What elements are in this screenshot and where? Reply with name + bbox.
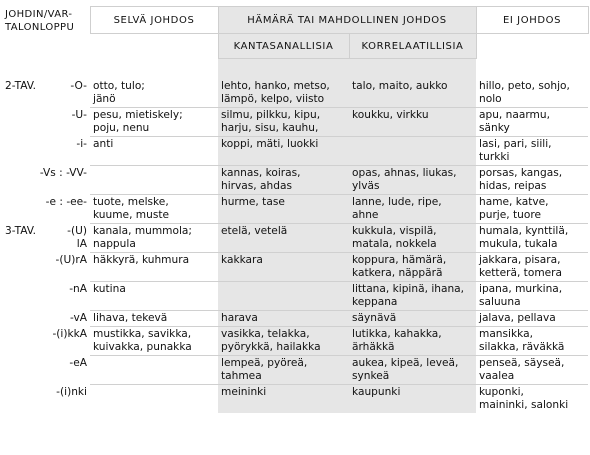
table-row <box>2 253 588 282</box>
korrelaatillisia-cell <box>349 356 476 385</box>
cell-line: kuume, muste <box>93 209 170 221</box>
row-group-label: 2-TAV. <box>5 80 37 92</box>
row-label <box>2 108 90 137</box>
row-ending-label: -U- <box>71 108 87 121</box>
cell-line: katkera, näppärä <box>352 267 443 279</box>
ei-johdos-cell <box>476 311 588 327</box>
cell-line: kuivakka, punakka <box>93 341 192 353</box>
cell-line: ärhäkkä <box>352 341 395 353</box>
korrelaatillisia-cell <box>349 311 476 327</box>
cell-line: purje, tuore <box>479 209 541 221</box>
row-label <box>2 253 90 282</box>
table-row <box>2 356 588 385</box>
table-row <box>2 327 588 356</box>
selva-cell <box>90 385 218 414</box>
subheader-korrelaatillisia: KORRELAATILLISIA <box>349 34 476 59</box>
cell-line: harava <box>221 312 258 324</box>
corner-line-2: TALONLOPPU <box>5 21 75 33</box>
row-ending-label: -(i)nki <box>56 385 87 398</box>
korrelaatillisia-cell <box>349 327 476 356</box>
cell-line: talo, maito, aukko <box>352 80 448 92</box>
cell-line: kakkara <box>221 254 263 266</box>
row-label <box>2 166 90 195</box>
ei-johdos-cell <box>476 356 588 385</box>
row-ending-label: -Vs : -VV- <box>39 166 87 179</box>
cell-line: lanne, lude, ripe, <box>352 196 442 208</box>
cell-line: sänky <box>479 122 510 134</box>
cell-line: harju, sisu, kauhu, <box>221 122 319 134</box>
cell-line: lempeä, pyöreä, <box>221 357 308 369</box>
kantasanallisia-cell <box>218 385 349 414</box>
row-ending-label: -nA <box>69 282 87 295</box>
subheader-blank <box>90 34 218 59</box>
cell-line: matala, nokkela <box>352 238 437 250</box>
korrelaatillisia-cell <box>349 282 476 311</box>
cell-line: kutina <box>93 283 126 295</box>
cell-line: porsas, kangas, <box>479 167 563 179</box>
cell-line: pyörykkä, hailakka <box>221 341 321 353</box>
cell-line: ketterä, tomera <box>479 267 563 279</box>
table-row <box>2 137 588 166</box>
selva-cell <box>90 224 218 253</box>
cell-line: kukkula, vispilä, <box>352 225 437 237</box>
selva-cell <box>90 166 218 195</box>
selva-cell <box>90 327 218 356</box>
row-ending-label: -(U) lA <box>67 224 87 250</box>
row-ending-label: -i- <box>76 137 87 150</box>
corner-header <box>2 7 90 59</box>
cell-line: koppi, mäti, luokki <box>221 138 319 150</box>
cell-line: häkkyrä, kuhmura <box>93 254 190 266</box>
cell-line: otto, tulo; <box>93 80 145 92</box>
row-ending-label: -e : -ee- <box>45 195 87 208</box>
kantasanallisia-cell <box>218 137 349 166</box>
cell-line: tahmea <box>221 370 262 382</box>
cell-line: aukea, kipeä, leveä, <box>352 357 459 369</box>
ei-johdos-cell <box>476 253 588 282</box>
cell-line: hurme, tase <box>221 196 285 208</box>
cell-line: meininki <box>221 386 267 398</box>
table-row <box>2 224 588 253</box>
row-label <box>2 195 90 224</box>
subheader-row <box>2 34 588 59</box>
cell-line: lasi, pari, siili, <box>479 138 552 150</box>
cell-line: lehto, hanko, metso, <box>221 80 330 92</box>
cell-line: mansikka, <box>479 328 533 340</box>
cell-line: koukku, virkku <box>352 109 429 121</box>
cell-line: mustikka, savikka, <box>93 328 192 340</box>
cell-line: pesu, mietiskely; <box>93 109 183 121</box>
cell-line: turkki <box>479 151 510 163</box>
row-label <box>2 327 90 356</box>
cell-line: jänö <box>93 93 116 105</box>
cell-line: jalava, pellava <box>479 312 556 324</box>
cell-line: keppana <box>352 296 398 308</box>
cell-line: humala, kynttilä, <box>479 225 569 237</box>
cell-line: kuponki, <box>479 386 524 398</box>
korrelaatillisia-cell <box>349 253 476 282</box>
selva-cell <box>90 137 218 166</box>
cell-line: tuote, melske, <box>93 196 169 208</box>
cell-line: hirvas, ahdas <box>221 180 292 192</box>
row-label <box>2 137 90 166</box>
cell-line: penseä, säyseä, <box>479 357 565 369</box>
header-row <box>2 7 588 34</box>
cell-line: lihava, tekevä <box>93 312 168 324</box>
cell-line: kannas, koiras, <box>221 167 301 179</box>
korrelaatillisia-cell <box>349 166 476 195</box>
row-group-label: 3-TAV. <box>5 224 37 237</box>
kantasanallisia-cell <box>218 282 349 311</box>
table-row <box>2 385 588 414</box>
cell-line: hame, katve, <box>479 196 549 208</box>
kantasanallisia-cell <box>218 253 349 282</box>
table-row <box>2 195 588 224</box>
kantasanallisia-cell <box>218 195 349 224</box>
row-ending-label: -vA <box>69 311 87 324</box>
selva-cell <box>90 195 218 224</box>
cell-line: silakka, räväkkä <box>479 341 565 353</box>
header-selva-johdos: SELVÄ JOHDOS <box>90 7 218 34</box>
cell-line: hidas, reipas <box>479 180 547 192</box>
row-ending-label: -(U)rA <box>55 253 87 266</box>
header-ei-johdos: EI JOHDOS <box>476 7 588 34</box>
row-label <box>2 79 90 108</box>
kantasanallisia-cell <box>218 224 349 253</box>
kantasanallisia-cell <box>218 327 349 356</box>
selva-cell <box>90 282 218 311</box>
kantasanallisia-cell <box>218 356 349 385</box>
ei-johdos-cell <box>476 224 588 253</box>
cell-line: nappula <box>93 238 136 250</box>
cell-line: poju, nenu <box>93 122 150 134</box>
cell-line: vasikka, telakka, <box>221 328 310 340</box>
cell-line: hillo, peto, sohjo, <box>479 80 570 92</box>
selva-cell <box>90 356 218 385</box>
row-ending-label: -(i)kkA <box>52 327 87 340</box>
cell-line: ylväs <box>352 180 380 192</box>
kantasanallisia-cell <box>218 311 349 327</box>
cell-line: koppura, hämärä, <box>352 254 447 266</box>
selva-cell <box>90 311 218 327</box>
subheader-blank-right <box>476 34 588 59</box>
cell-line: nolo <box>479 93 502 105</box>
ei-johdos-cell <box>476 108 588 137</box>
korrelaatillisia-cell <box>349 224 476 253</box>
cell-line: silmu, pilkku, kipu, <box>221 109 321 121</box>
selva-cell <box>90 108 218 137</box>
kantasanallisia-cell <box>218 79 349 108</box>
table-row <box>2 79 588 108</box>
cell-line: lutikka, kahakka, <box>352 328 442 340</box>
ei-johdos-cell <box>476 79 588 108</box>
header-hamara-johdos: HÄMÄRÄ TAI MAHDOLLINEN JOHDOS <box>218 7 476 34</box>
korrelaatillisia-cell <box>349 195 476 224</box>
ei-johdos-cell <box>476 137 588 166</box>
row-label <box>2 311 90 327</box>
cell-line: lämpö, kelpo, viisto <box>221 93 325 105</box>
table-row <box>2 108 588 137</box>
cell-line: littana, kipinä, ihana, <box>352 283 465 295</box>
korrelaatillisia-cell <box>349 79 476 108</box>
ei-johdos-cell <box>476 195 588 224</box>
selva-cell <box>90 253 218 282</box>
cell-line: saluuna <box>479 296 521 308</box>
row-label <box>2 385 90 414</box>
row-label <box>2 224 90 253</box>
cell-line: mukula, tukala <box>479 238 558 250</box>
cell-line: vaalea <box>479 370 515 382</box>
cell-line: synkeä <box>352 370 390 382</box>
cell-line: jakkara, pisara, <box>479 254 561 266</box>
table-row <box>2 282 588 311</box>
table-row <box>2 166 588 195</box>
table-row <box>2 311 588 327</box>
ei-johdos-cell <box>476 282 588 311</box>
row-label <box>2 282 90 311</box>
selva-cell <box>90 79 218 108</box>
cell-line: maininki, salonki <box>479 399 569 411</box>
cell-line: kanala, mummola; <box>93 225 192 237</box>
row-ending-label: -eA <box>69 356 87 369</box>
derivation-table <box>2 6 589 413</box>
cell-line: kaupunki <box>352 386 401 398</box>
cell-line: ahne <box>352 209 379 221</box>
kantasanallisia-cell <box>218 108 349 137</box>
spacer-row <box>2 59 588 80</box>
korrelaatillisia-cell <box>349 108 476 137</box>
ei-johdos-cell <box>476 327 588 356</box>
cell-line: etelä, vetelä <box>221 225 288 237</box>
korrelaatillisia-cell <box>349 385 476 414</box>
ei-johdos-cell <box>476 385 588 414</box>
cell-line: ipana, murkina, <box>479 283 563 295</box>
subheader-kantasanallisia: KANTASANALLISIA <box>218 34 349 59</box>
cell-line: opas, ahnas, liukas, <box>352 167 457 179</box>
corner-line-1: JOHDIN/VAR- <box>5 8 73 20</box>
kantasanallisia-cell <box>218 166 349 195</box>
korrelaatillisia-cell <box>349 137 476 166</box>
row-ending-label: -O- <box>70 80 87 92</box>
cell-line: apu, naarmu, <box>479 109 550 121</box>
ei-johdos-cell <box>476 166 588 195</box>
cell-line: säynävä <box>352 312 397 324</box>
row-label <box>2 356 90 385</box>
cell-line: anti <box>93 138 114 150</box>
